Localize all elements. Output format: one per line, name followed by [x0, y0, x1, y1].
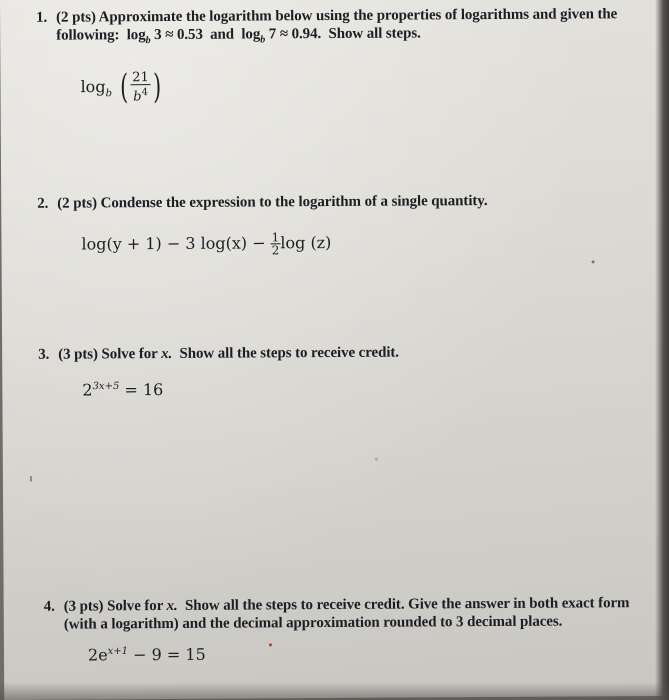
expr-denominator: $b^4$: [133, 87, 148, 105]
question-2: [37, 192, 487, 213]
background-edge: [655, 0, 669, 700]
right-paren: ): [153, 67, 162, 108]
expr-4-exponent: x+1: [107, 645, 129, 658]
expr-3-rhs: = 16: [124, 380, 164, 400]
question-2-expression: [81, 231, 331, 258]
question-1: [36, 5, 617, 51]
expr-numerator: 21: [132, 70, 149, 86]
question-4-number: 4.: [43, 598, 55, 615]
paper-speck: [30, 476, 32, 482]
expr-2-fraction: $\frac{1}{2}$: [271, 230, 280, 258]
question-4: 4. (3 pts) Solve for x. Show all the steps to receive credit. Give the answer in both exact form (with a logarithm) and the decimal approximation rounded to 3 decimal places.: [43, 595, 630, 633]
question-4-line-2: (with a logarithm) and the decimal approximation rounded to 3 decimal places.: [63, 613, 563, 633]
and-word: and: [210, 26, 235, 43]
question-2-number: 2.: [37, 195, 49, 212]
paper-speck: [269, 643, 272, 646]
given-fact-1: $\log_b 3 \approx 0.53$: [126, 26, 203, 47]
question-3-expression: $2^{3x+5} = 16$: [82, 380, 164, 400]
question-3: 3. (3 pts) Solve for x. Show all the steps to receive credit.: [38, 344, 399, 363]
question-1-instruction: Show all steps.: [328, 25, 421, 42]
left-paren: (: [119, 67, 128, 108]
question-2-text: (2 pts) Condense the expression to the logarithm of a single quantity.: [57, 193, 488, 212]
paper-speck: [592, 260, 595, 263]
question-4-expression: $2e^{x+1} - 9 = 15$: [87, 644, 206, 665]
expr-log-base: b: [105, 88, 113, 100]
question-3-number: 3.: [38, 346, 50, 363]
question-1-following-label: following:: [56, 27, 120, 44]
question-4-variable: x.: [166, 597, 178, 614]
expr-fraction: [130, 71, 151, 103]
question-1-line-2: [36, 23, 617, 51]
question-1-expression: [80, 67, 164, 108]
question-1-number: 1.: [36, 9, 48, 26]
expr-2-part-2: log (z): [280, 232, 332, 253]
paper-speck: [375, 458, 378, 461]
expr-3-exponent: 3x+5: [92, 380, 120, 393]
question-3-variable: x.: [161, 345, 173, 363]
expr-2-part-1: log(y + 1) − 3 log(x) −: [81, 233, 266, 254]
expr-4-rhs: − 9 = 15: [133, 644, 206, 665]
given-fact-2: $\log_b 7 \approx 0.94$.: [241, 26, 322, 46]
bottom-shadow: [0, 682, 669, 700]
question-1-line-1: (2 pts) Approximate the logarithm below using the properties of logarithms and given the: [56, 6, 618, 26]
expr-log: log: [80, 77, 106, 97]
